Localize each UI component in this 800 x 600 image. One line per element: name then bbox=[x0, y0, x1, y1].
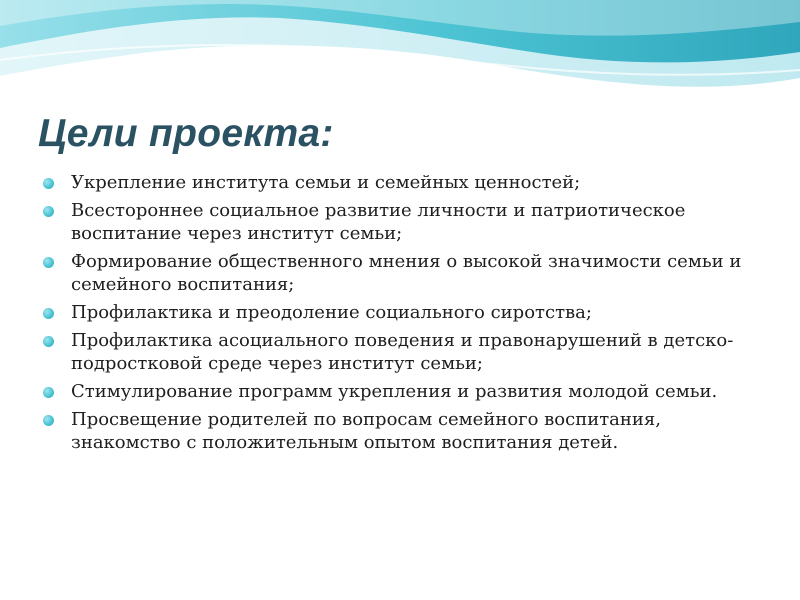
list-item-text: Профилактика асоциального поведения и правонарушений в детско-подростковой среде через институт семьи; bbox=[71, 330, 734, 374]
list-item-text: Формирование общественного мнения о высокой значимости семьи и семейного воспитания; bbox=[71, 251, 742, 295]
header-wave-decoration bbox=[0, 0, 800, 100]
list-item bbox=[40, 301, 765, 324]
bullet-dot-icon bbox=[43, 387, 54, 398]
list-item-text: Профилактика и преодоление социального сиротства; bbox=[71, 302, 592, 323]
list-item bbox=[40, 250, 765, 296]
bullet-dot-icon bbox=[43, 206, 54, 217]
list-item bbox=[40, 380, 765, 403]
bullet-dot-icon bbox=[43, 178, 54, 189]
list-item-text: Укрепление института семьи и семейных ценностей; bbox=[71, 172, 581, 193]
list-item bbox=[40, 408, 765, 454]
list-item-text: Стимулирование программ укрепления и развития молодой семьи. bbox=[71, 381, 718, 402]
list-item bbox=[40, 171, 765, 194]
list-item bbox=[40, 329, 765, 375]
list-item-text: Всестороннее социальное развитие личности и патриотическое воспитание через институт семьи; bbox=[71, 200, 686, 244]
bullet-dot-icon bbox=[43, 336, 54, 347]
bullet-dot-icon bbox=[43, 415, 54, 426]
bullet-dot-icon bbox=[43, 257, 54, 268]
slide-title: Цели проекта: bbox=[38, 112, 334, 155]
bullet-dot-icon bbox=[43, 308, 54, 319]
goals-list bbox=[40, 171, 765, 459]
list-item-text: Просвещение родителей по вопросам семейного воспитания, знакомство с положительным опытом воспитания детей. bbox=[71, 409, 661, 453]
list-item bbox=[40, 199, 765, 245]
